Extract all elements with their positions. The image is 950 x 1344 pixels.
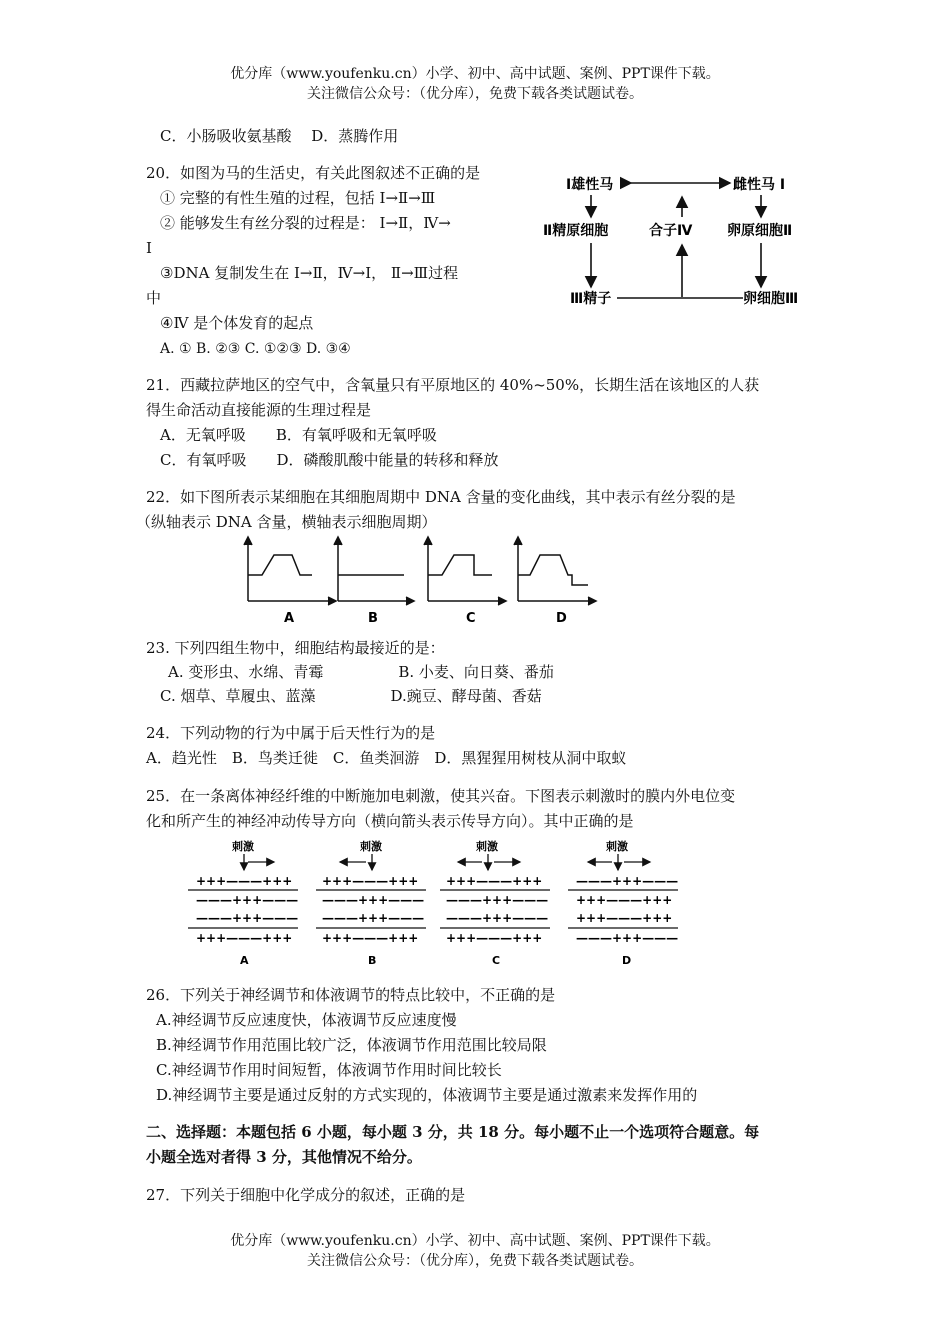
q26-stem: 26．下列关于神经调节和体液调节的特点比较中，不正确的是 bbox=[146, 986, 556, 1004]
q25-stem-1: 25．在一条离体神经纤维的中断施加电刺激，使其兴奋。下图表示刺激时的膜内外电位变 bbox=[146, 787, 736, 805]
q24-stem: 24．下列动物的行为中属于后天性行为的是 bbox=[146, 724, 436, 742]
row-d-1: ———+++——— bbox=[576, 874, 679, 888]
diagram-sperm: Ⅲ精子 bbox=[570, 291, 612, 307]
nerve-panel-d bbox=[568, 839, 678, 967]
graph-label-b: B bbox=[368, 611, 378, 626]
q22-stem-1: 22．如下图所表示某细胞在其细胞周期中 DNA 含量的变化曲线，其中表示有丝分裂的是 bbox=[146, 488, 736, 506]
diagram-male-horse: Ⅰ雄性马 bbox=[566, 177, 614, 193]
diagram-egg: 卵细胞Ⅲ bbox=[743, 291, 799, 307]
dna-content-graphs bbox=[238, 535, 598, 630]
graph-label-a: A bbox=[284, 611, 295, 626]
q20-stem: 20．如图为马的生活史，有关此图叙述不正确的是 bbox=[146, 164, 481, 182]
row-b-2: ———+++——— bbox=[322, 893, 425, 907]
horse-life-cycle-diagram bbox=[525, 165, 815, 315]
graph-d-curve bbox=[518, 555, 588, 585]
stimulus-label-c: 刺激 bbox=[476, 840, 498, 853]
row-a-1: +++———+++ bbox=[196, 874, 293, 888]
q23-options-2: C. 烟草、草履虫、蓝藻 D.豌豆、酵母菌、香菇 bbox=[160, 687, 542, 705]
diagram-zygote: 合子Ⅳ bbox=[649, 223, 693, 239]
q24-options: A．趋光性 B．鸟类迁徙 C．鱼类洄游 D．黑猩猩用树枝从洞中取蚁 bbox=[146, 749, 627, 767]
q20-statement-4: ④Ⅳ 是个体发育的起点 bbox=[160, 314, 314, 332]
q19-options: C．小肠吸收氨基酸 D．蒸腾作用 bbox=[160, 127, 399, 145]
stimulus-label-b: 刺激 bbox=[360, 840, 382, 853]
header-line-1: 优分库（www.youfenku.cn）小学、初中、高中试题、案例、PPT课件下载。 bbox=[230, 66, 720, 82]
row-a-3: ———+++——— bbox=[196, 911, 299, 925]
diagram-spermatogonium: Ⅱ精原细胞 bbox=[543, 223, 609, 239]
q23-stem: 23. 下列四组生物中，细胞结构最接近的是： bbox=[146, 639, 445, 657]
row-b-3: ———+++——— bbox=[322, 911, 425, 925]
graph-label-d: D bbox=[556, 611, 567, 626]
stimulus-label-a: 刺激 bbox=[232, 840, 254, 853]
graph-label-c: C bbox=[466, 611, 476, 626]
row-a-4: +++———+++ bbox=[196, 931, 293, 945]
q20-statement-2: ② 能够发生有丝分裂的过程是： Ⅰ→Ⅱ，Ⅳ→ bbox=[160, 214, 451, 232]
row-c-4: +++———+++ bbox=[446, 931, 543, 945]
nerve-panel-c bbox=[440, 839, 550, 967]
row-a-2: ———+++——— bbox=[196, 893, 299, 907]
q26-option-a: A.神经调节反应速度快，体液调节反应速度慢 bbox=[156, 1011, 457, 1029]
nerve-label-d: D bbox=[622, 954, 632, 967]
stimulus-label-d: 刺激 bbox=[606, 840, 628, 853]
section-2-heading-2: 小题全选对者得 3 分，其他情况不给分。 bbox=[146, 1148, 422, 1166]
nerve-label-a: A bbox=[240, 954, 249, 967]
header-line-2: 关注微信公众号：（优分库），免费下载各类试题试卷。 bbox=[307, 86, 643, 102]
row-d-2: +++———+++ bbox=[576, 893, 673, 907]
q27-stem: 27．下列关于细胞中化学成分的叙述，正确的是 bbox=[146, 1186, 466, 1204]
row-b-4: +++———+++ bbox=[322, 931, 419, 945]
graph-a-curve bbox=[248, 555, 312, 575]
nerve-label-c: C bbox=[492, 954, 501, 967]
row-c-2: ———+++——— bbox=[446, 893, 549, 907]
q26-option-d: D.神经调节主要是通过反射的方式实现的，体液调节主要是通过激素来发挥作用的 bbox=[156, 1086, 698, 1104]
q21-options-2: C．有氧呼吸 D．磷酸肌酸中能量的转移和释放 bbox=[160, 451, 499, 469]
row-b-1: +++———+++ bbox=[322, 874, 419, 888]
q20-statement-3: ③DNA 复制发生在 Ⅰ→Ⅱ，Ⅳ→Ⅰ， Ⅱ→Ⅲ过程 bbox=[160, 264, 459, 282]
graph-c-curve bbox=[428, 555, 492, 575]
q25-stem-2: 化和所产生的神经冲动传导方向（横向箭头表示传导方向）。其中正确的是 bbox=[146, 812, 634, 830]
q26-option-c: C.神经调节作用时间短暂，体液调节作用时间比较长 bbox=[156, 1061, 502, 1079]
q26-option-b: B.神经调节作用范围比较广泛，体液调节作用范围比较局限 bbox=[156, 1036, 547, 1054]
diagram-oogonium: 卵原细胞Ⅱ bbox=[727, 223, 793, 239]
nerve-panel-a bbox=[188, 839, 298, 967]
row-c-1: +++———+++ bbox=[446, 874, 543, 888]
row-c-3: ———+++——— bbox=[446, 911, 549, 925]
footer-line-2: 关注微信公众号：（优分库），免费下载各类试题试卷。 bbox=[307, 1253, 643, 1269]
q21-stem-2: 得生命活动直接能源的生理过程是 bbox=[146, 401, 372, 419]
section-2-heading-1: 二、选择题：本题包括 6 小题，每小题 3 分，共 18 分。每小题不止一个选项符合题意。每 bbox=[146, 1123, 760, 1141]
nerve-label-b: B bbox=[368, 954, 377, 967]
q20-statement-1: ① 完整的有性生殖的过程，包括 Ⅰ→Ⅱ→Ⅲ bbox=[160, 189, 436, 207]
q20-statement-3-cont: 中 bbox=[146, 289, 162, 307]
footer-line-1: 优分库（www.youfenku.cn）小学、初中、高中试题、案例、PPT课件下载。 bbox=[230, 1233, 720, 1249]
q20-statement-2-cont: Ⅰ bbox=[146, 239, 152, 257]
q23-options-1: A. 变形虫、水绵、青霉 B. 小麦、向日葵、番茄 bbox=[168, 663, 554, 681]
nerve-panel-b bbox=[316, 839, 426, 967]
row-d-4: ———+++——— bbox=[576, 931, 679, 945]
q20-options: A. ① B. ②③ C. ①②③ D. ③④ bbox=[160, 341, 351, 357]
row-d-3: +++———+++ bbox=[576, 911, 673, 925]
q21-options-1: A．无氧呼吸 B．有氧呼吸和无氧呼吸 bbox=[160, 426, 437, 444]
diagram-female-horse: 雌性马 Ⅰ bbox=[733, 177, 786, 193]
nerve-fiber-figures bbox=[180, 838, 690, 968]
q22-stem-2: （纵轴表示 DNA 含量，横轴表示细胞周期） bbox=[136, 513, 437, 531]
q21-stem-1: 21．西藏拉萨地区的空气中，含氧量只有平原地区的 40%~50%，长期生活在该地区的人获 bbox=[146, 376, 760, 394]
